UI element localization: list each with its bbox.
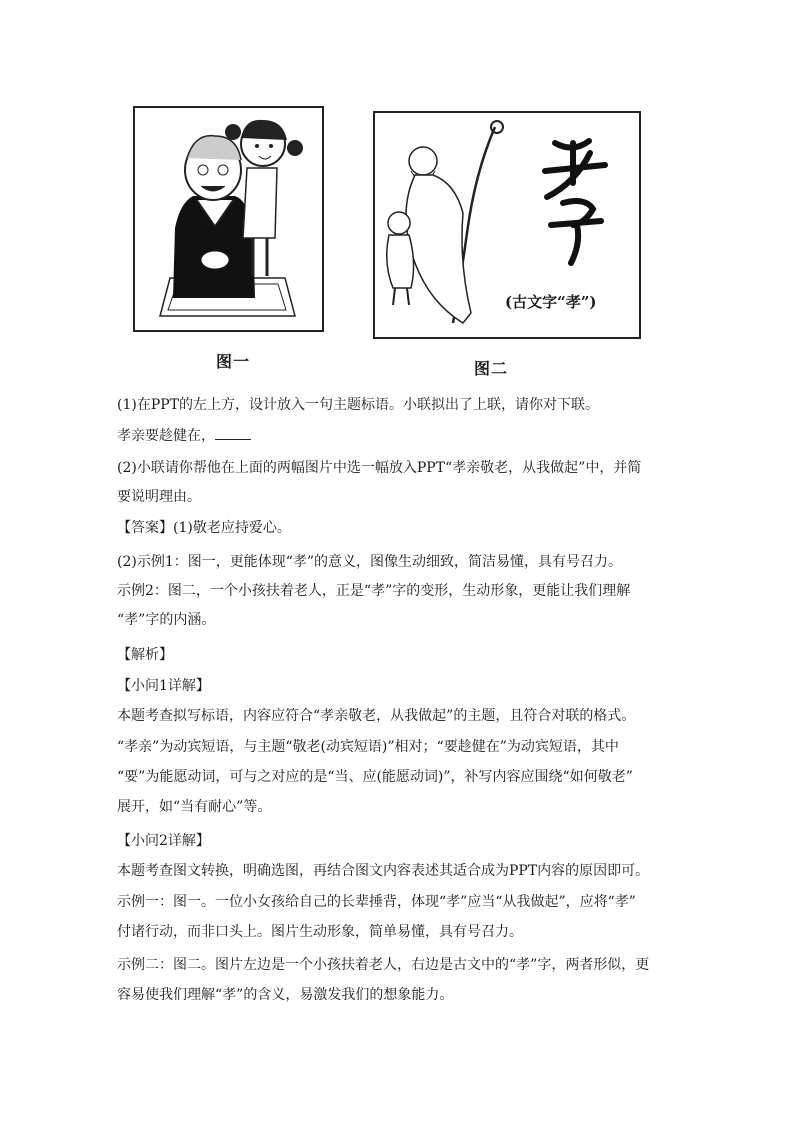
couplet-text: 孝亲要趁健在，	[117, 428, 215, 444]
analysis-1-line-3: “要”为能愿动词，可与之对应的是“当、应(能愿动词)”，补写内容应围绕“如何敬老”	[117, 769, 633, 785]
analysis-1-line-4: 展开，如“当有耐心”等。	[117, 799, 272, 815]
analysis-2-line-5: 容易使我们理解“孝”的含义，易激发我们的想象能力。	[117, 987, 454, 1003]
analysis-2-line-3: 付诸行动，而非口头上。图片生动形象，简单易懂，具有号召力。	[117, 924, 523, 940]
ancient-character-label: (古文字“孝”)	[505, 293, 597, 311]
question-2-text-cont: 要说明理由。	[117, 489, 201, 505]
figure-two-illustration	[373, 111, 641, 339]
subquestion-1-heading: 【小问1详解】	[117, 678, 210, 694]
analysis-1-line-2: “孝亲”为动宾短语，与主题“敬老(动宾短语)”相对；“要趁健在”为动宾短语，其中	[117, 739, 619, 755]
couplet-first-line	[117, 425, 251, 446]
analysis-2-line-4: 示例二：图二。图片左边是一个小孩扶着老人，右边是古文中的“孝”字，两者形似，更	[117, 957, 650, 973]
answer-example-2: 示例2：图二，一个小孩扶着老人，正是“孝”字的变形，生动形象，更能让我们理解	[117, 583, 631, 599]
figure-one-illustration	[133, 106, 324, 332]
figure-two-caption: 图二	[474, 359, 509, 378]
answer-example-2-cont: “孝”字的内涵。	[117, 612, 216, 628]
question-1-text: (1)在PPT的左上方，设计放入一句主题标语。小联拟出了上联，请你对下联。	[117, 397, 600, 413]
question-2-text: (2)小联请你帮他在上面的两幅图片中选一幅放入PPT“孝亲敬老，从我做起”中，并简	[117, 460, 642, 476]
analysis-heading: 【解析】	[117, 647, 173, 663]
answer-blank	[215, 425, 251, 440]
analysis-1-line-1: 本题考查拟写标语，内容应符合“孝亲敬老，从我做起”的主题，且符合对联的格式。	[117, 708, 636, 724]
figure-one-caption: 图一	[216, 352, 251, 371]
answer-example-1: (2)示例1：图一，更能体现“孝”的意义，图像生动细致，简洁易懂，具有号召力。	[117, 554, 623, 570]
grandmother-girl-drawing	[135, 108, 322, 330]
analysis-2-line-1: 本题考查图文转换，明确选图，再结合图文内容表述其适合成为PPT内容的原因即可。	[117, 863, 650, 879]
subquestion-2-heading: 【小问2详解】	[117, 833, 210, 849]
analysis-2-line-2: 示例一：图一。一位小女孩给自己的长辈捶背，体现“孝”应当“从我做起”，应将“孝”	[117, 894, 636, 910]
answer-heading: 【答案】(1)敬老应持爱心。	[117, 520, 291, 536]
